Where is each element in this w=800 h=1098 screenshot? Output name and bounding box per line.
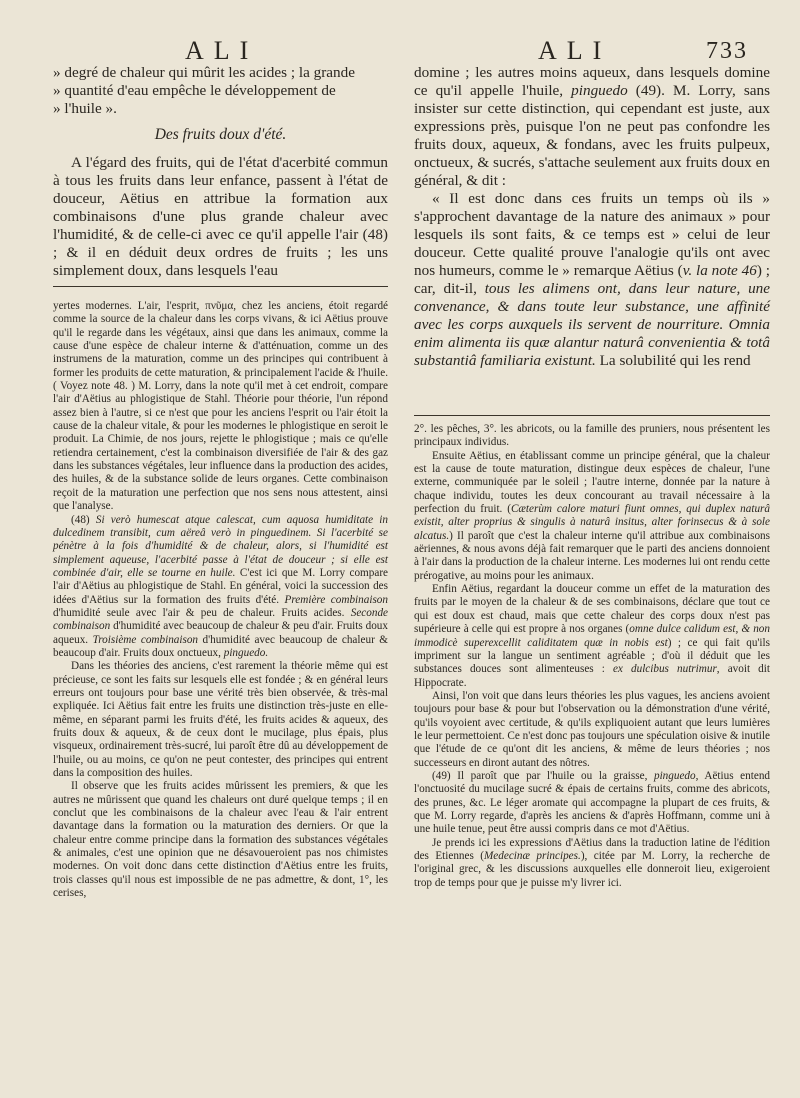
section-heading: Des fruits doux d'été. — [154, 126, 287, 143]
quote-italic: tous les alimens ont, dans leur nature, une convenance, & dans toute leur substance, une affinité avec les corps auxquels ils servent de nourriture. Omnia enim alimenta iis quæ alantur naturâ convenientia & totâ substantiâ familiaria existunt. — [414, 280, 771, 369]
note-italic: Troisième combinaison — [92, 633, 199, 646]
right-column-main — [414, 64, 770, 370]
note-text: C'est ici que M. Lorry compare l'air d'Aëtius au phlogistique de Stahl. En général, voici la succession des idées d'Aëtius sur la formation des fruits d'été. — [53, 566, 389, 606]
quote-line: » degré de chaleur qui mûrit les acides ; la grande — [53, 64, 355, 81]
note-paragraph — [414, 450, 770, 583]
body-paragraph — [414, 64, 770, 190]
note-italic: Medecinæ principes. — [483, 850, 581, 862]
note-paragraph — [414, 583, 770, 690]
note-italic: pinguedo. — [223, 646, 269, 659]
note-text: Enfin Aëtius, regardant la douceur comme un effet de la maturation des fruits par le moyen de la chaleur & de ses combinaisons, déclare que tout ce qui est doux est chaud, mais que cette chaleur des corps doux n'est pas supérieure à celle qui est propre à nos organes ( — [414, 583, 770, 636]
note-italic: Seconde combinaison — [53, 606, 389, 633]
note-paragraph: 2°. les pêches, 3°. les abricots, ou la famille des pruniers, nous présentent les principaux individus. — [414, 423, 770, 449]
note-number: (48) — [71, 513, 90, 526]
running-head-right: ALI — [538, 36, 612, 65]
body-text: (49). M. Lorry, sans insister sur cette distinction, qui cependant est juste, aux expressions près, puisque l'on ne peut pas confondre les fruits doux, aqueux, & fondans, avec les fruits pulpeux, onctueux, & sucrés, s'attache seulement aux fruits doux en général, & dit : — [414, 82, 771, 189]
quote-text: La solubilité qui les rend — [599, 352, 751, 369]
body-italic: pinguedo — [571, 82, 628, 99]
note-text: d'humidité avec beaucoup de chaleur & beaucoup d'air. Fruits doux onctueux, — [53, 633, 389, 659]
footnote-divider — [414, 415, 770, 416]
note-paragraph: Il observe que les fruits acides mûrissent les premiers, & que les autres ne mûrissent que quand les chaleurs ont duré quelque temps ; il en conclut que les combinaisons de la chaleur avec l'eau & l'air entrent davantage dans la formation ou la maturation des derniers. Or que la chaleur entre comme principe dans la formation des substances végétales & animales, c'est une opinion que ne désavoueroient pas nos chimistes modernes. On voit donc dans cette distinction d'Aëtius entre les fruits, trois classes qu'il nous est impossible de ne pas admettre, & dont, 1°, les cerises, — [53, 780, 388, 900]
left-column-main — [53, 64, 388, 280]
note-text: Je prends ici les expressions d'Aëtius dans la traduction latine de l'édition des Etiennes ( — [414, 836, 770, 862]
note-reference: v. la note 46 — [682, 262, 757, 279]
right-column-notes — [414, 423, 770, 890]
note-text: Ensuite Aëtius, en établissant comme un principe général, que la chaleur est la cause de toute maturation, distingue deux espèces de chaleur, l'une externe, communiquée par le soleil ; l'autre interne, donnée par la nature à chaque individu, toutes les deux concourant au travail nécessaire à la perfection du fruit. ( — [414, 449, 770, 516]
note-paragraph: Dans les théories des anciens, c'est rarement la théorie même qui est précieuse, ce sont les faits sur lesquels elle est fondée ; & en général leurs erreurs ont toujours pour base une vérité très bien observée, & très-mal expliquée. Ici Aëtius fait entre les fruits une distinction très-juste en elle-même, en séparant parmi les fruits d'été, les fruits acides & aqueux, des fruits doux & aqueux, & de ceux dont le mucilage, plus épais, plus visqueux, ordinairement très-sucré, lui paroît être dû au développement de l'huile, ou au moins, ce qu'on ne peut contester, des principes qui entrent dans la composition des huiles. — [53, 660, 388, 780]
quote-paragraph — [414, 190, 770, 370]
latin-quote: Si verò humescat atque calescat, cum aquosa humiditate in dulcedinem transibit, cum aëreâ verò in pinguedinem. Si l'acerbité se pénètre à la fois d'humidité & de chaleur, alors, si l'humidité est simplement aqueuse, l'acerbité passe à l'état de douceur ; si elle est combinée d'air, elle se tourne en huile. — [53, 513, 389, 579]
note-paragraph: yertes modernes. L'air, l'esprit, πνῦμα, chez les anciens, étoit regardé comme la source de la chaleur dans les corps vivans, & ici Aëtius prouve qu'il le regarde dans les végétaux, ainsi que dans les animaux, comme la cause d'une espèce de chaleur interne & d'atténuation, comme un des instrumens de la maturation, comme un des principes qui contribuent à former les produits de cette maturation, & principalement l'acide & l'huile. ( Voyez note 48. ) M. Lorry, dans la note qu'il met à cet endroit, compare l'air d'Aëtius au phlogistique de Stahl. Théorie pour théorie, l'un répond assez bien à l'autre, si ce n'est que pour les anciens l'esprit ou l'air étoit la cause de la chaleur vitale, & pour les modernes le phlogistique en seroit le produit. La Chimie, de nos jours, rejette le phlogistique ; mais ce qu'elle retiendra certainement, c'est la combinaison diversifiée de l'air & des gaz dans les substances végétales, leur influence dans la production des acides, des huiles, & de la substance solide de leurs organes. Cette combinaison reçoit de la maturation une perfection que nos sens nous attestent, ainsi que l'analyse. — [53, 300, 388, 513]
note-paragraph: Ainsi, l'on voit que dans leurs théories les plus vagues, les anciens avoient toujours pour base & pour but l'observation ou la démonstration d'une vérité, qu'ils voyoient avec certitude, & qu'ils expliquoient autant que leurs lumières le leur permettoient. Ce n'est donc pas toujours une spéculation oisive & inutile que l'étude de ce qu'ont dit les anciens, & même de leurs théories ; nos successeurs en diront autant des nôtres. — [414, 689, 770, 769]
note-text: ) ; ce qui fait qu'ils impriment sur la langue un sentiment agréable ; d'où il déduit que les substances douces sont alimenteuses : — [414, 636, 771, 676]
note-italic: omne dulce calidum est, & non immodicè superexcellit caliditatem quæ in nobis est — [414, 623, 770, 649]
body-paragraph: A l'égard des fruits, qui de l'état d'acerbité commun à tous les fruits dans leur enfance, passent à l'état de douceur, Aëtius en attribue la formation aux combinaisons d'une plus grande chaleur avec l'humidité, & de celle-ci avec ce qu'il appelle l'air (48) ; & il en déduit deux ordres de fruits ; les uns simplement doux, dans lesquels l'eau — [53, 154, 388, 279]
note-text: ) Il paroît que c'est la chaleur interne qu'il attribue aux combinaisons aëriennes, & nous avons déjà fait remarquer que le parti des anciens donnoient à l'air dans la production de la chaleur interne. Les modernes lui ont rendu cette prérogative, au moins pour les animaux. — [414, 529, 770, 582]
note-paragraph — [414, 770, 770, 837]
note-italic: Cæterùm calore maturi fiunt omnes, qui duplex naturâ existit, alter proprius & singulis à naturâ insitus, alter forinsecus & à sole alcatus. — [414, 503, 771, 542]
body-text: domine ; les autres moins aqueux, dans lesquels domine ce qu'il appelle l'huile, — [414, 64, 770, 99]
note-italic: pinguedo — [653, 769, 696, 782]
note-text: ), citée par M. Lorry, la recherche de l'original grec, & les discussions auxquelles elle donneroit lieu, exigeroient trop de temps pour que je puisse m'y livrer ici. — [414, 850, 770, 889]
page-number: 733 — [706, 38, 748, 64]
left-column-notes — [53, 300, 388, 900]
quote-text: « Il est donc dans ces fruits un temps où ils » s'approchent davantage de la nature des animaux » pour lesquels ils sont faits, & ce temps est » celui de leur douceur. Cette qualité prouve l'analogie qu'ils ont avec nos humeurs, comme le » remarque Aëtius ( — [414, 190, 770, 279]
note-paragraph — [414, 837, 770, 890]
quote-line: » l'huile ». — [53, 100, 117, 117]
quote-text: ) ; car, dit-il, — [414, 262, 770, 297]
quote-line: » quantité d'eau empêche le développement de — [53, 82, 336, 99]
footnote-divider — [53, 286, 388, 287]
note-text: d'humidité avec beaucoup de chaleur & peu d'air. Fruits doux aqueux. — [53, 620, 388, 646]
note-text: , Aëtius entend l'onctuosité du mucilage sucré & épais de certains fruits, comme des abricots, des prunes, &c. Le léger aromate qui accompagne la plupart de ces fruits, & que M. Lorry regarde, d'après les anciens & d'après Hoffmann, comme uni à une huile tenue, peut être aussi compris dans ce mot d'Aëtius. — [414, 769, 771, 836]
note-text: (49) Il paroît que par l'huile ou la graisse, — [432, 769, 648, 782]
note-paragraph — [53, 514, 388, 661]
note-text: d'humidité seule avec l'air & peu de chaleur. Fruits acides. — [53, 606, 345, 619]
note-italic: ex dulcibus nutrimur — [612, 663, 717, 676]
note-italic: Première combinaison — [284, 593, 388, 606]
note-text: , avoit dit Hippocrate. — [414, 663, 770, 689]
running-head-left: ALI — [185, 36, 259, 65]
